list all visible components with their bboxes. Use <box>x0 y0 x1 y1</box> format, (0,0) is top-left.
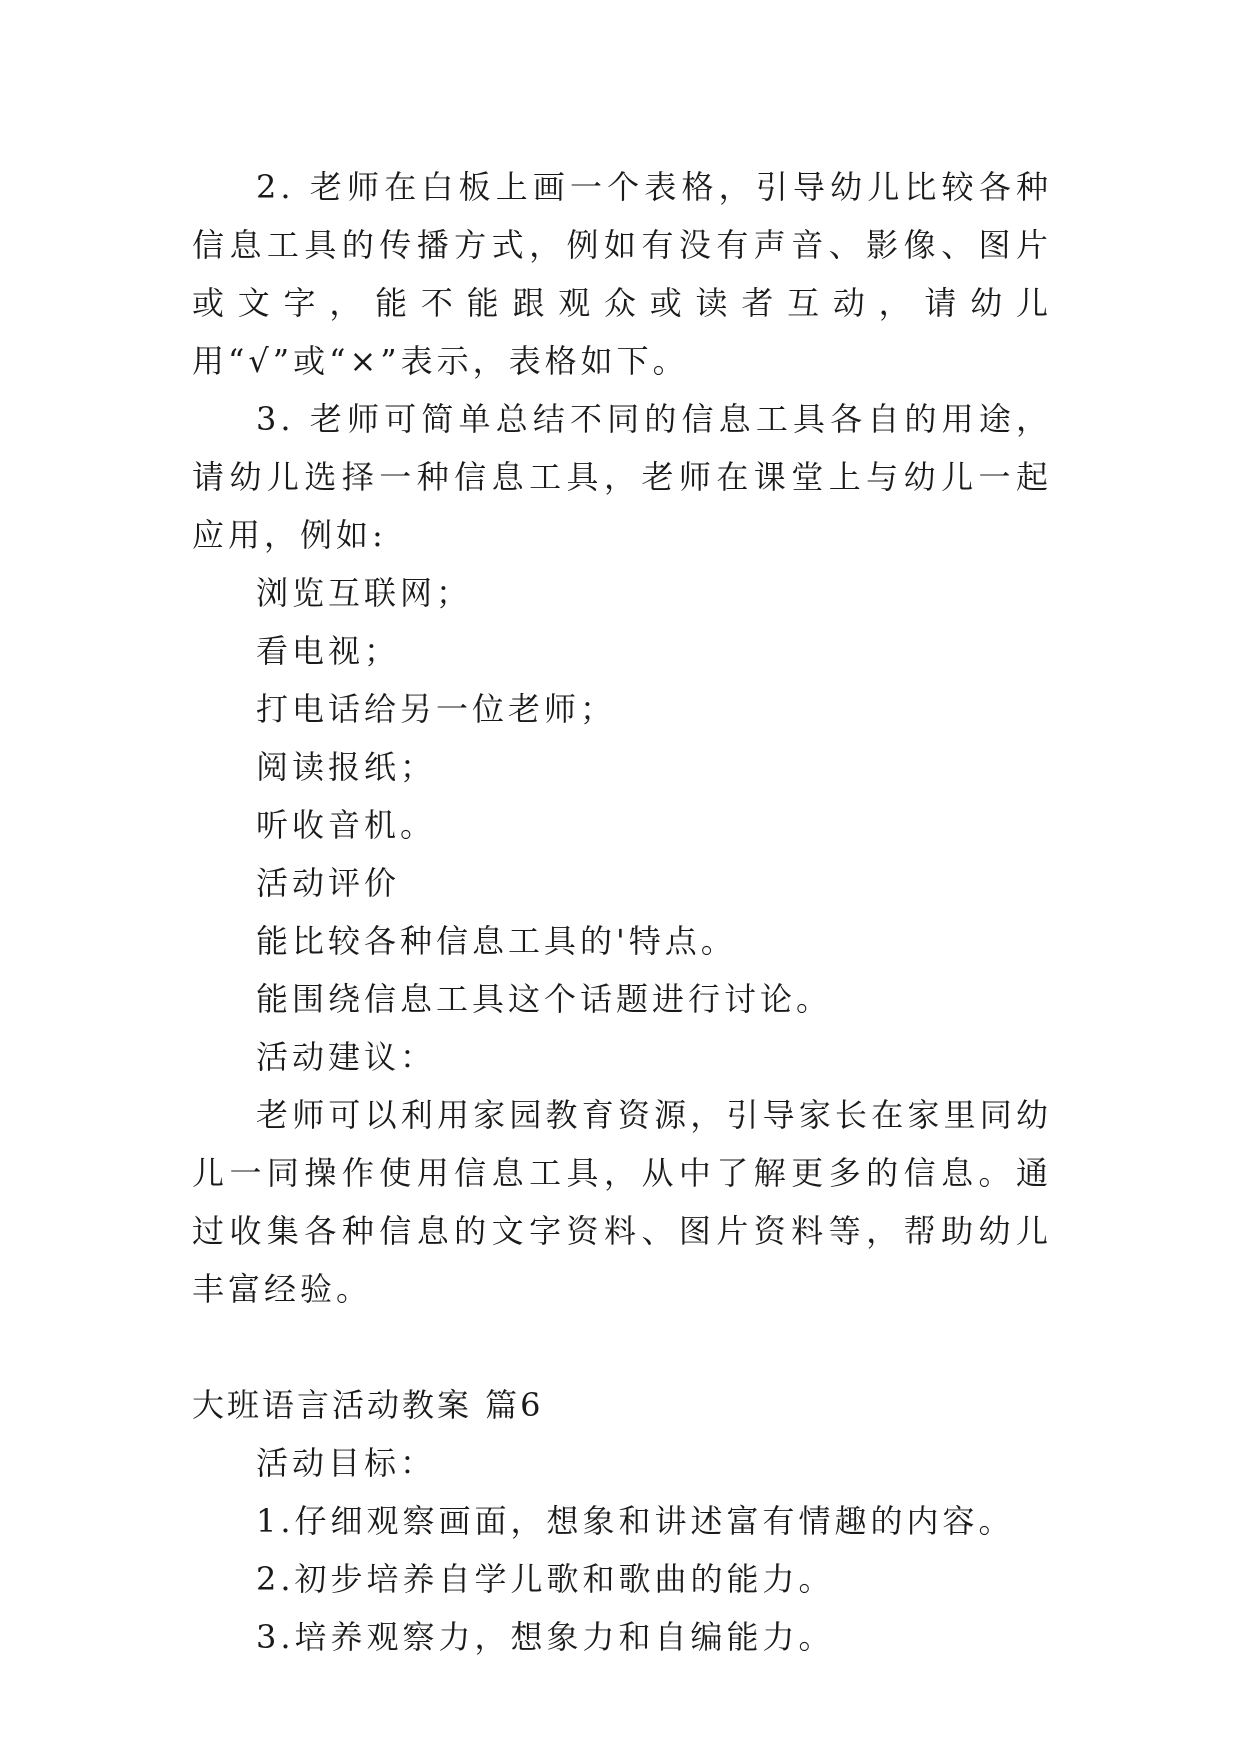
list-item-radio: 听收音机。 <box>256 806 437 844</box>
subheading-suggestion: 活动建议： <box>256 1038 437 1076</box>
list-item-internet: 浏览互联网； <box>256 574 473 612</box>
section-gap <box>192 1318 1052 1376</box>
list-item-phone: 打电话给另一位老师； <box>256 690 617 728</box>
paragraph-table-instruction: 2. 老师在白板上画一个表格，引导幼儿比较各种信息工具的传播方式，例如有没有声音、影像、图片或文字，能不能跟观众或读者互动，请幼儿用“√”或“×”表示，表格如下。 <box>192 168 1052 380</box>
document-page <box>192 158 1052 1666</box>
goal-item-2: 2.初步培养自学儿歌和歌曲的能力。 <box>256 1560 835 1598</box>
goal-item-1: 1.仔细观察画面，想象和讲述富有情趣的内容。 <box>256 1502 1015 1540</box>
paragraph-evaluation-2: 能围绕信息工具这个话题进行讨论。 <box>256 980 833 1018</box>
goal-item-3: 3.培养观察力，想象力和自编能力。 <box>256 1618 835 1656</box>
list-item-tv: 看电视； <box>256 632 401 670</box>
subheading-goals: 活动目标： <box>256 1444 437 1482</box>
subheading-evaluation: 活动评价 <box>256 864 401 902</box>
section-heading: 大班语言活动教案 篇6 <box>192 1386 544 1424</box>
paragraph-evaluation-1: 能比较各种信息工具的'特点。 <box>256 922 737 960</box>
paragraph-suggestion: 老师可以利用家园教育资源，引导家长在家里同幼儿一同操作使用信息工具，从中了解更多的信息。通过收集各种信息的文字资料、图片资料等，帮助幼儿丰富经验。 <box>192 1096 1052 1308</box>
list-item-newspaper: 阅读报纸； <box>256 748 437 786</box>
paragraph-summary: 3. 老师可简单总结不同的信息工具各自的用途，请幼儿选择一种信息工具，老师在课堂上与幼儿一起应用，例如: <box>192 400 1052 554</box>
